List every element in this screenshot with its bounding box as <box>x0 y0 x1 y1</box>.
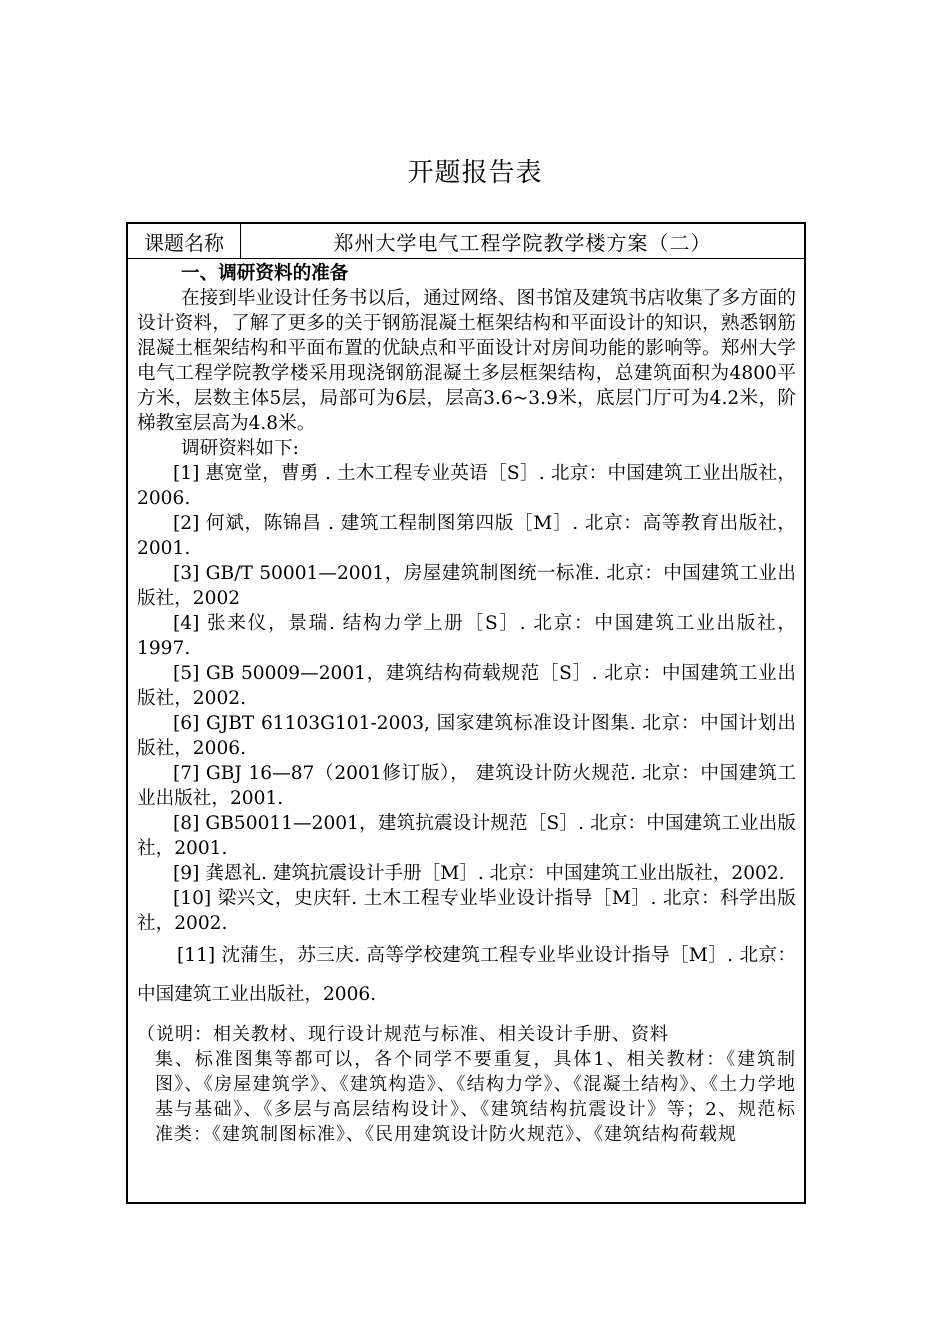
reference-item: [4] 张来仪，景瑞. 结构力学上册［S］. 北京：中国建筑工业出版社，1997. <box>137 613 796 659</box>
topic-value: 郑州大学电气工程学院教学楼方案（二） <box>333 230 712 255</box>
topic-row <box>128 224 804 259</box>
reference-item: [3] GB/T 50001—2001，房屋建筑制图统一标准. 北京：中国建筑工业出版社，2002 <box>137 563 796 609</box>
reference-item: [6] GJBT 61103G101-2003, 国家建筑标准设计图集. 北京：中国计划出版社，2006. <box>137 713 796 759</box>
intro-paragraph: 在接到毕业设计任务书以后，通过网络、图书馆及建筑书店收集了多方面的设计资料，了解了更多的关于钢筋混凝土框架结构和平面设计的知识，熟悉钢筋混凝土框架结构和平面布置的优缺点和平面设计对房间功能的影响等。郑州大学电气工程学院教学楼采用现浇钢筋混凝土多层框架结构，总建筑面积为4800平方米，层数主体5层，局部可为6层，层高3.6~3.9米，底层门厅可为4.2米，阶梯教室层高为4.8米。 <box>137 288 796 434</box>
reference-item: [2] 何斌，陈锦昌 . 建筑工程制图第四版［M］. 北京：高等教育出版社，2001. <box>137 513 796 559</box>
page-title: 开题报告表 <box>407 158 543 188</box>
section-heading: 一、调研资料的准备 <box>181 263 349 284</box>
topic-label: 课题名称 <box>128 224 241 258</box>
note-paragraph <box>137 1022 796 1147</box>
note-first-line: （说明：相关教材、现行设计规范与标准、相关设计手册、资料 <box>137 1024 669 1045</box>
report-table <box>126 222 806 1204</box>
reference-item: [10] 梁兴文，史庆轩. 土木工程专业毕业设计指导［M］. 北京：科学出版社，2002. <box>137 888 796 934</box>
note-continuation: 集、标准图集等都可以，各个同学不要重复，具体1、相关教材：《建筑制图》、《房屋建筑学》、《建筑构造》、《结构力学》、《混凝土结构》、《土力学地基与基础》、《多层与高层结构设计》、《建筑结构抗震设计》等；2、规范标准类：《建筑制图标准》、《民用建筑设计防火规范》、《建筑结构荷载规 <box>155 1049 796 1145</box>
reference-item: [8] GB50011—2001，建筑抗震设计规范［S］. 北京：中国建筑工业出版社，2001. <box>137 813 796 859</box>
reference-item: [1] 惠宽堂，曹勇 . 土木工程专业英语［S］. 北京：中国建筑工业出版社，2006. <box>137 463 796 509</box>
reference-item: [5] GB 50009—2001，建筑结构荷载规范［S］. 北京：中国建筑工业出版社，2002. <box>137 663 796 709</box>
research-section <box>128 259 804 1147</box>
reference-item: [9] 龚恩礼. 建筑抗震设计手册［M］. 北京：中国建筑工业出版社，2002. <box>173 863 785 884</box>
reference-item: [7] GBJ 16—87（2001修订版）， 建筑设计防火规范. 北京：中国建筑工业出版社，2001. <box>137 763 796 809</box>
reference-item: [11] 沈蒲生，苏三庆. 高等学校建筑工程专业毕业设计指导［M］. 北京：中国建筑工业出版社，2006. <box>137 945 796 1005</box>
list-intro: 调研资料如下: <box>181 438 299 459</box>
